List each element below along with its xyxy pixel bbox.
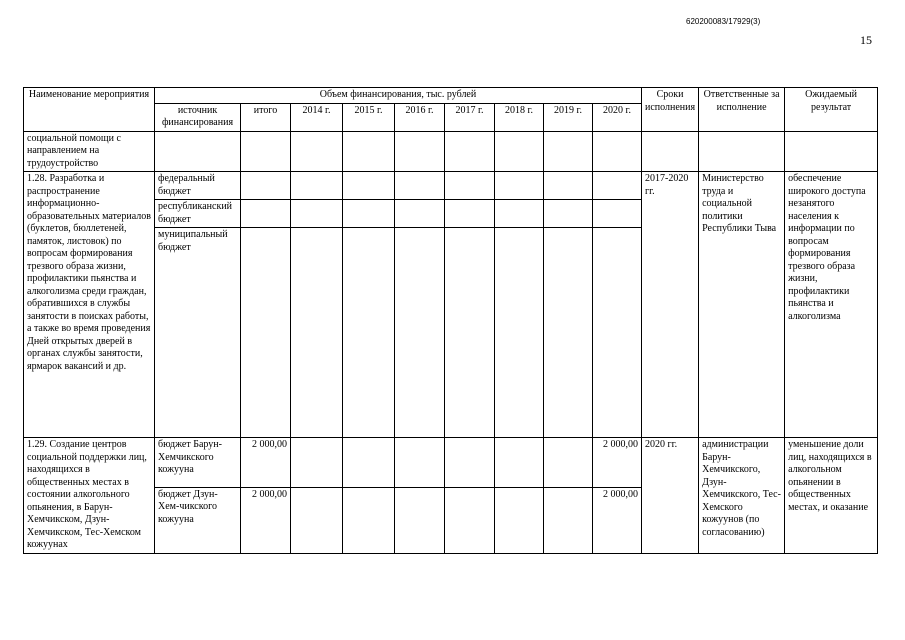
header-funding: Объем финансирования, тыс. рублей (155, 88, 642, 104)
header-row-1 (24, 88, 878, 104)
terms: 2020 гг. (642, 438, 699, 554)
header-terms: Сроки исполнения (642, 88, 699, 132)
header-name: Наименование мероприятия (24, 88, 155, 132)
terms: 2017-2020 гг. (642, 172, 699, 438)
activity-name: социальной помощи с направлением на трудоустройство (24, 131, 155, 172)
header-year-2016: 2016 г. (395, 103, 445, 131)
header-total: итого (241, 103, 291, 131)
funding-source: бюджет Барун-Хемчикского кожууна (155, 438, 241, 488)
funding-source: республиканский бюджет (155, 200, 241, 228)
activity-name: 1.28. Разработка и распространение информационно-образовательных материалов (буклетов, бюллетеней, памяток, листовок) по вопросам формирования трезвого образа жизни, профилактики пьянства и алкоголизма среди граждан, обратившихся в службы занятости в поисках работы, а также во время проведения Дней открытых дверей в органах службы занятости, ярмарок вакансий и др. (24, 172, 155, 438)
header-year-2017: 2017 г. (445, 103, 495, 131)
header-source: источник финансирования (155, 103, 241, 131)
funding-source: бюджет Дзун-Хем-чикского кожууна (155, 487, 241, 553)
header-result: Ожидаемый результат (785, 88, 878, 132)
funding-source: федеральный бюджет (155, 172, 241, 200)
header-responsible: Ответственные за исполнение (699, 88, 785, 132)
header-year-2020: 2020 г. (593, 103, 642, 131)
header-year-2015: 2015 г. (343, 103, 395, 131)
value-2020: 2 000,00 (593, 438, 642, 488)
funding-source: муниципальный бюджет (155, 228, 241, 438)
page-number: 15 (860, 33, 872, 47)
document-number: 620200083/17929(3) (686, 17, 761, 26)
header-year-2019: 2019 г. (544, 103, 593, 131)
expected-result: уменьшение доли лиц, находящихся в алкогольном опьянении в общественных местах, и оказание (785, 438, 878, 554)
table-row (24, 131, 878, 172)
table-row (24, 438, 878, 488)
header-year-2018: 2018 г. (495, 103, 544, 131)
financing-table (23, 87, 878, 554)
value-2020: 2 000,00 (593, 487, 642, 553)
activity-name: 1.29. Создание центров социальной поддержки лиц, находящихся в общественных местах в состоянии алкогольного опьянения, в Барун-Хемчикском, Дзун-Хемчикском, Тес-Хемском кожуунах (24, 438, 155, 554)
table-row (24, 172, 878, 200)
responsible: Министерство труда и социальной политики Республики Тыва (699, 172, 785, 438)
header-year-2014: 2014 г. (291, 103, 343, 131)
responsible: администрации Барун-Хемчикского, Дзун-Хемчикского, Тес-Хемского кожуунов (по согласованию) (699, 438, 785, 554)
expected-result: обеспечение широкого доступа незанятого населения к информации по вопросам формирования трезвого образа жизни, профилактики пьянства и алкоголизма (785, 172, 878, 438)
total-value: 2 000,00 (241, 438, 291, 488)
total-value: 2 000,00 (241, 487, 291, 553)
